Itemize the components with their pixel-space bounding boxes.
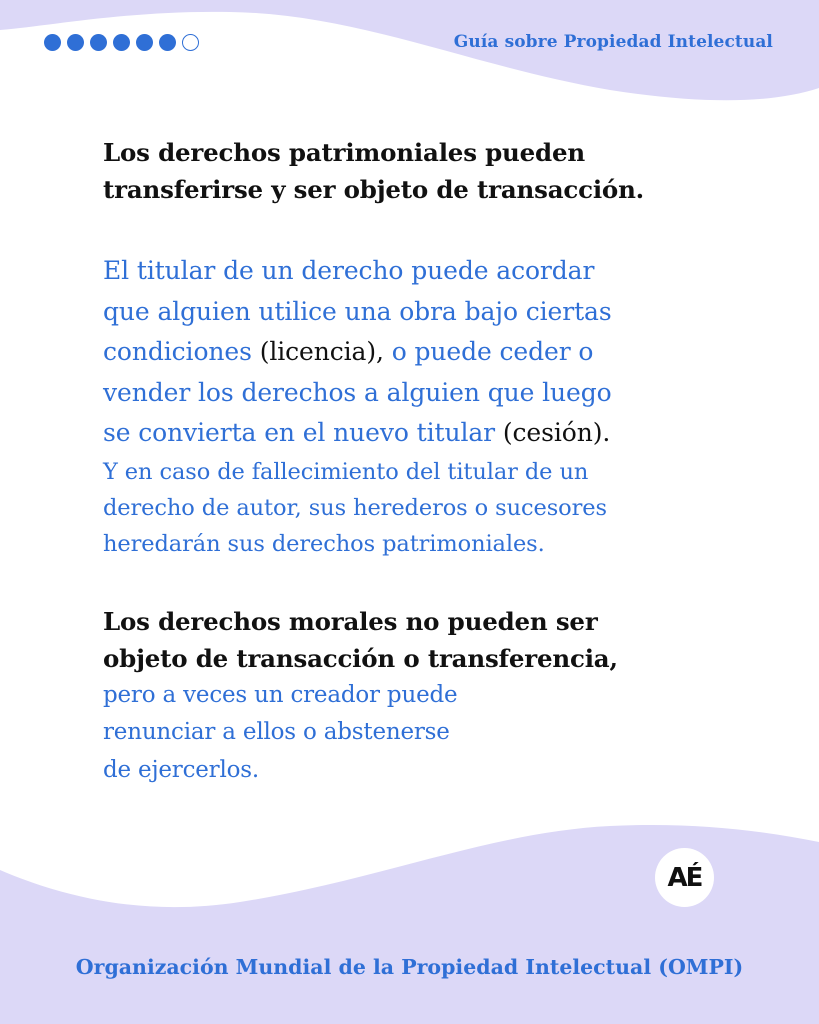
body-line: se convierta en el nuevo titular bbox=[103, 418, 503, 447]
progress-dots bbox=[44, 34, 199, 51]
footer-organization: Organización Mundial de la Propiedad Intelectual (OMPI) bbox=[75, 955, 744, 979]
term-cesion: (cesión). bbox=[502, 418, 611, 447]
progress-dot-filled bbox=[67, 34, 84, 51]
guide-title: Guía sobre Propiedad Intelectual bbox=[453, 32, 773, 52]
body-line: vender los derechos a alguien que luego bbox=[103, 377, 612, 407]
heading-line: objeto de transacción o transferencia, bbox=[103, 643, 618, 673]
section2-heading bbox=[103, 603, 743, 790]
section2-tail-line: pero a veces un creador puede bbox=[103, 681, 458, 708]
section2-tail-line: de ejercerlos. bbox=[103, 756, 259, 783]
body-line-small: Y en caso de fallecimiento del titular de un bbox=[103, 458, 589, 485]
heading-line: transferirse y ser objeto de transacción. bbox=[103, 175, 645, 204]
ae-logo: AÉ bbox=[655, 848, 714, 907]
body-line: que alguien utilice una obra bajo ciertas bbox=[103, 296, 612, 326]
heading-line: Los derechos morales no pueden ser bbox=[103, 606, 598, 636]
body-line-small: derecho de autor, sus herederos o sucesores bbox=[103, 494, 607, 521]
progress-dot-filled bbox=[159, 34, 176, 51]
section2-tail-line: renunciar a ellos o abstenerse bbox=[103, 719, 450, 745]
progress-dot-filled bbox=[136, 34, 153, 51]
progress-dot-filled bbox=[44, 34, 61, 51]
body-line: o puede ceder o bbox=[383, 337, 594, 366]
body-line: El titular de un derecho puede acordar bbox=[103, 256, 595, 285]
section1-body bbox=[103, 251, 743, 562]
term-licencia: (licencia), bbox=[259, 337, 384, 366]
body-line: condiciones bbox=[103, 337, 260, 366]
body-line-small: heredarán sus derechos patrimoniales. bbox=[103, 530, 545, 557]
section1-heading bbox=[103, 134, 743, 208]
progress-dot-filled bbox=[113, 34, 130, 51]
progress-dot-filled bbox=[90, 34, 107, 51]
progress-dot-empty bbox=[182, 34, 199, 51]
heading-line: Los derechos patrimoniales pueden bbox=[103, 138, 585, 167]
main-content bbox=[103, 134, 743, 789]
